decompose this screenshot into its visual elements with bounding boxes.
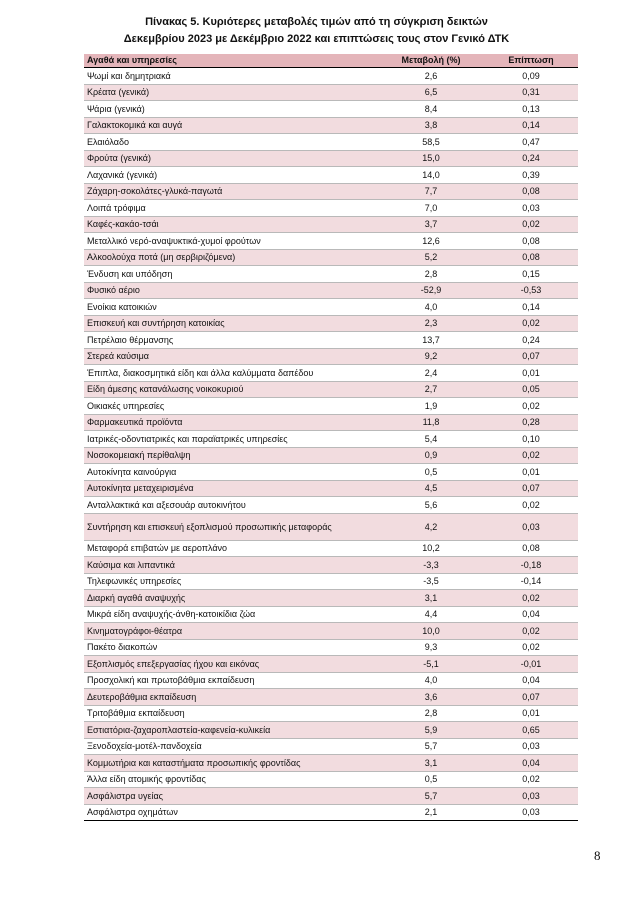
cell-name: Δευτεροβάθμια εκπαίδευση xyxy=(84,689,378,706)
cell-impact: 0,03 xyxy=(484,513,578,540)
cell-change: 58,5 xyxy=(378,134,484,151)
cell-change: 4,4 xyxy=(378,606,484,623)
cell-impact: 0,02 xyxy=(484,447,578,464)
table-row xyxy=(84,464,578,481)
cell-name: Είδη άμεσης κατανάλωσης νοικοκυριού xyxy=(84,381,378,398)
cell-name: Γαλακτοκομικά και αυγά xyxy=(84,117,378,134)
table-row xyxy=(84,804,578,821)
cell-change: 4,0 xyxy=(378,672,484,689)
cell-impact: 0,24 xyxy=(484,332,578,349)
cell-change: 13,7 xyxy=(378,332,484,349)
price-changes-table xyxy=(84,54,578,821)
cell-impact: 0,47 xyxy=(484,134,578,151)
cell-change: 1,9 xyxy=(378,398,484,415)
cell-change: 2,8 xyxy=(378,266,484,283)
header-goods-services: Αγαθά και υπηρεσίες xyxy=(84,54,378,68)
cell-name: Άλλα είδη ατομικής φροντίδας xyxy=(84,771,378,788)
cell-impact: 0,04 xyxy=(484,606,578,623)
cell-change: -3,5 xyxy=(378,573,484,590)
cell-name: Ελαιόλαδο xyxy=(84,134,378,151)
cell-change: 2,3 xyxy=(378,315,484,332)
cell-change: 2,6 xyxy=(378,68,484,85)
cell-change: 5,2 xyxy=(378,249,484,266)
header-row xyxy=(84,54,578,68)
table-row xyxy=(84,167,578,184)
table-row xyxy=(84,150,578,167)
cell-impact: 0,07 xyxy=(484,480,578,497)
table-row xyxy=(84,447,578,464)
cell-change: 0,5 xyxy=(378,464,484,481)
cell-change: 11,8 xyxy=(378,414,484,431)
cell-name: Τηλεφωνικές υπηρεσίες xyxy=(84,573,378,590)
cell-impact: -0,18 xyxy=(484,557,578,574)
table-row xyxy=(84,738,578,755)
cell-name: Φρούτα (γενικά) xyxy=(84,150,378,167)
cell-change: 5,4 xyxy=(378,431,484,448)
cell-name: Ψάρια (γενικά) xyxy=(84,101,378,118)
cell-change: 12,6 xyxy=(378,233,484,250)
cell-name: Καύσιμα και λιπαντικά xyxy=(84,557,378,574)
table-row xyxy=(84,84,578,101)
table-row xyxy=(84,755,578,772)
cell-impact: 0,08 xyxy=(484,540,578,557)
table-row xyxy=(84,299,578,316)
cell-name: Ξενοδοχεία-μοτέλ-πανδοχεία xyxy=(84,738,378,755)
header-impact: Επίπτωση xyxy=(484,54,578,68)
cell-impact: 0,02 xyxy=(484,216,578,233)
cell-impact: 0,28 xyxy=(484,414,578,431)
cell-impact: 0,14 xyxy=(484,299,578,316)
cell-impact: 0,08 xyxy=(484,183,578,200)
table-row xyxy=(84,117,578,134)
cell-name: Συντήρηση και επισκευή εξοπλισμού προσωπικής μεταφοράς xyxy=(84,513,378,540)
table-row xyxy=(84,590,578,607)
cell-change: -52,9 xyxy=(378,282,484,299)
cell-name: Μεταφορά επιβατών με αεροπλάνο xyxy=(84,540,378,557)
cell-change: 3,1 xyxy=(378,755,484,772)
cell-name: Ασφάλιστρα υγείας xyxy=(84,788,378,805)
cell-change: 4,5 xyxy=(378,480,484,497)
table-row xyxy=(84,513,578,540)
table-row xyxy=(84,705,578,722)
cell-change: 2,8 xyxy=(378,705,484,722)
cell-name: Διαρκή αγαθά αναψυχής xyxy=(84,590,378,607)
cell-impact: 0,13 xyxy=(484,101,578,118)
cell-name: Ζάχαρη-σοκολάτες-γλυκά-παγωτά xyxy=(84,183,378,200)
cell-impact: 0,09 xyxy=(484,68,578,85)
table-body xyxy=(84,68,578,821)
cell-impact: 0,02 xyxy=(484,315,578,332)
cell-impact: 0,65 xyxy=(484,722,578,739)
cell-impact: 0,03 xyxy=(484,788,578,805)
cell-impact: 0,01 xyxy=(484,365,578,382)
cell-impact: 0,08 xyxy=(484,233,578,250)
table-row xyxy=(84,216,578,233)
cell-impact: 0,03 xyxy=(484,200,578,217)
cell-change: 5,7 xyxy=(378,738,484,755)
cell-change: 6,5 xyxy=(378,84,484,101)
cell-name: Νοσοκομειακή περίθαλψη xyxy=(84,447,378,464)
table-row xyxy=(84,540,578,557)
cell-impact: 0,14 xyxy=(484,117,578,134)
table-row xyxy=(84,639,578,656)
cell-name: Ένδυση και υπόδηση xyxy=(84,266,378,283)
cell-impact: -0,14 xyxy=(484,573,578,590)
cell-change: 10,2 xyxy=(378,540,484,557)
cell-impact: 0,02 xyxy=(484,639,578,656)
cell-change: 5,9 xyxy=(378,722,484,739)
table-row xyxy=(84,606,578,623)
cell-change: 3,1 xyxy=(378,590,484,607)
cell-name: Πακέτο διακοπών xyxy=(84,639,378,656)
cell-impact: 0,24 xyxy=(484,150,578,167)
cell-change: 3,6 xyxy=(378,689,484,706)
cell-impact: 0,02 xyxy=(484,497,578,514)
cell-change: 15,0 xyxy=(378,150,484,167)
table-row xyxy=(84,315,578,332)
cell-change: 9,2 xyxy=(378,348,484,365)
cell-name: Μικρά είδη αναψυχής-άνθη-κατοικίδια ζώα xyxy=(84,606,378,623)
cell-impact: 0,07 xyxy=(484,348,578,365)
cell-impact: 0,02 xyxy=(484,398,578,415)
cell-change: 5,6 xyxy=(378,497,484,514)
cell-name: Φαρμακευτικά προϊόντα xyxy=(84,414,378,431)
cell-impact: 0,01 xyxy=(484,705,578,722)
cell-name: Αυτοκίνητα καινούργια xyxy=(84,464,378,481)
cell-name: Εστιατόρια-ζαχαροπλαστεία-καφενεία-κυλικεία xyxy=(84,722,378,739)
cell-name: Αυτοκίνητα μεταχειρισμένα xyxy=(84,480,378,497)
table-row xyxy=(84,497,578,514)
cell-change: 3,8 xyxy=(378,117,484,134)
cell-impact: 0,02 xyxy=(484,590,578,607)
title-line-1: Πίνακας 5. Κυριότερες μεταβολές τιμών από τη σύγκριση δεικτών xyxy=(145,16,488,28)
table-row xyxy=(84,672,578,689)
table-row xyxy=(84,480,578,497)
cell-impact: 0,03 xyxy=(484,804,578,821)
cell-change: 10,0 xyxy=(378,623,484,640)
cell-change: 4,2 xyxy=(378,513,484,540)
cell-change: 14,0 xyxy=(378,167,484,184)
cell-change: 2,1 xyxy=(378,804,484,821)
cell-name: Αλκοολούχα ποτά (μη σερβιριζόμενα) xyxy=(84,249,378,266)
table-row xyxy=(84,249,578,266)
cell-name: Οικιακές υπηρεσίες xyxy=(84,398,378,415)
cell-name: Τριτοβάθμια εκπαίδευση xyxy=(84,705,378,722)
table-row xyxy=(84,282,578,299)
cell-change: 4,0 xyxy=(378,299,484,316)
cell-name: Κομμωτήρια και καταστήματα προσωπικής φροντίδας xyxy=(84,755,378,772)
cell-name: Έπιπλα, διακοσμητικά είδη και άλλα καλύμματα δαπέδου xyxy=(84,365,378,382)
cell-name: Ασφάλιστρα οχημάτων xyxy=(84,804,378,821)
table-row xyxy=(84,101,578,118)
cell-name: Ανταλλακτικά και αξεσουάρ αυτοκινήτου xyxy=(84,497,378,514)
cell-impact: 0,02 xyxy=(484,623,578,640)
cell-impact: 0,07 xyxy=(484,689,578,706)
table-row xyxy=(84,381,578,398)
cell-impact: 0,05 xyxy=(484,381,578,398)
page-number: 8 xyxy=(594,848,601,863)
table-row xyxy=(84,233,578,250)
table-row xyxy=(84,68,578,85)
cell-name: Εξοπλισμός επεξεργασίας ήχου και εικόνας xyxy=(84,656,378,673)
table-row xyxy=(84,398,578,415)
table-row xyxy=(84,134,578,151)
table-row xyxy=(84,573,578,590)
cell-change: 2,7 xyxy=(378,381,484,398)
cell-name: Ενοίκια κατοικιών xyxy=(84,299,378,316)
title-line-2: Δεκεμβρίου 2023 με Δεκέμβριο 2022 και επιπτώσεις τους στον Γενικό ΔΤΚ xyxy=(123,33,510,45)
cell-impact: 0,10 xyxy=(484,431,578,448)
cell-change: 7,0 xyxy=(378,200,484,217)
cell-change: 2,4 xyxy=(378,365,484,382)
table-row xyxy=(84,656,578,673)
cell-name: Φυσικό αέριο xyxy=(84,282,378,299)
table-row xyxy=(84,183,578,200)
cell-impact: 0,15 xyxy=(484,266,578,283)
cell-change: 8,4 xyxy=(378,101,484,118)
table-row xyxy=(84,557,578,574)
header-change: Μεταβολή (%) xyxy=(378,54,484,68)
cell-name: Στερεά καύσιμα xyxy=(84,348,378,365)
cell-impact: 0,31 xyxy=(484,84,578,101)
cell-change: -5,1 xyxy=(378,656,484,673)
table-row xyxy=(84,266,578,283)
table-row xyxy=(84,365,578,382)
cell-name: Πετρέλαιο θέρμανσης xyxy=(84,332,378,349)
table-row xyxy=(84,431,578,448)
cell-name: Μεταλλικό νερό-αναψυκτικά-χυμοί φρούτων xyxy=(84,233,378,250)
cell-impact: 0,08 xyxy=(484,249,578,266)
cell-name: Κινηματογράφοι-θέατρα xyxy=(84,623,378,640)
cell-impact: 0,39 xyxy=(484,167,578,184)
table-row xyxy=(84,722,578,739)
table-title xyxy=(0,14,633,48)
cell-impact: 0,02 xyxy=(484,771,578,788)
cell-name: Κρέατα (γενικά) xyxy=(84,84,378,101)
cell-impact: 0,01 xyxy=(484,464,578,481)
table-row xyxy=(84,788,578,805)
cell-change: 0,9 xyxy=(378,447,484,464)
cell-name: Λαχανικά (γενικά) xyxy=(84,167,378,184)
cell-change: 7,7 xyxy=(378,183,484,200)
table-row xyxy=(84,332,578,349)
cell-name: Προσχολική και πρωτοβάθμια εκπαίδευση xyxy=(84,672,378,689)
table-row xyxy=(84,771,578,788)
cell-name: Λοιπά τρόφιμα xyxy=(84,200,378,217)
cell-impact: 0,04 xyxy=(484,755,578,772)
table-row xyxy=(84,414,578,431)
cell-name: Ιατρικές-οδοντιατρικές και παραϊατρικές υπηρεσίες xyxy=(84,431,378,448)
cell-impact: -0,53 xyxy=(484,282,578,299)
table-row xyxy=(84,623,578,640)
cell-name: Ψωμί και δημητριακά xyxy=(84,68,378,85)
table-row xyxy=(84,200,578,217)
cell-change: 3,7 xyxy=(378,216,484,233)
cell-impact: -0,01 xyxy=(484,656,578,673)
cell-name: Καφές-κακάο-τσάι xyxy=(84,216,378,233)
cell-name: Επισκευή και συντήρηση κατοικίας xyxy=(84,315,378,332)
table-row xyxy=(84,348,578,365)
cell-impact: 0,04 xyxy=(484,672,578,689)
cell-change: 5,7 xyxy=(378,788,484,805)
table-row xyxy=(84,689,578,706)
cell-change: 9,3 xyxy=(378,639,484,656)
cell-change: -3,3 xyxy=(378,557,484,574)
cell-change: 0,5 xyxy=(378,771,484,788)
cell-impact: 0,03 xyxy=(484,738,578,755)
